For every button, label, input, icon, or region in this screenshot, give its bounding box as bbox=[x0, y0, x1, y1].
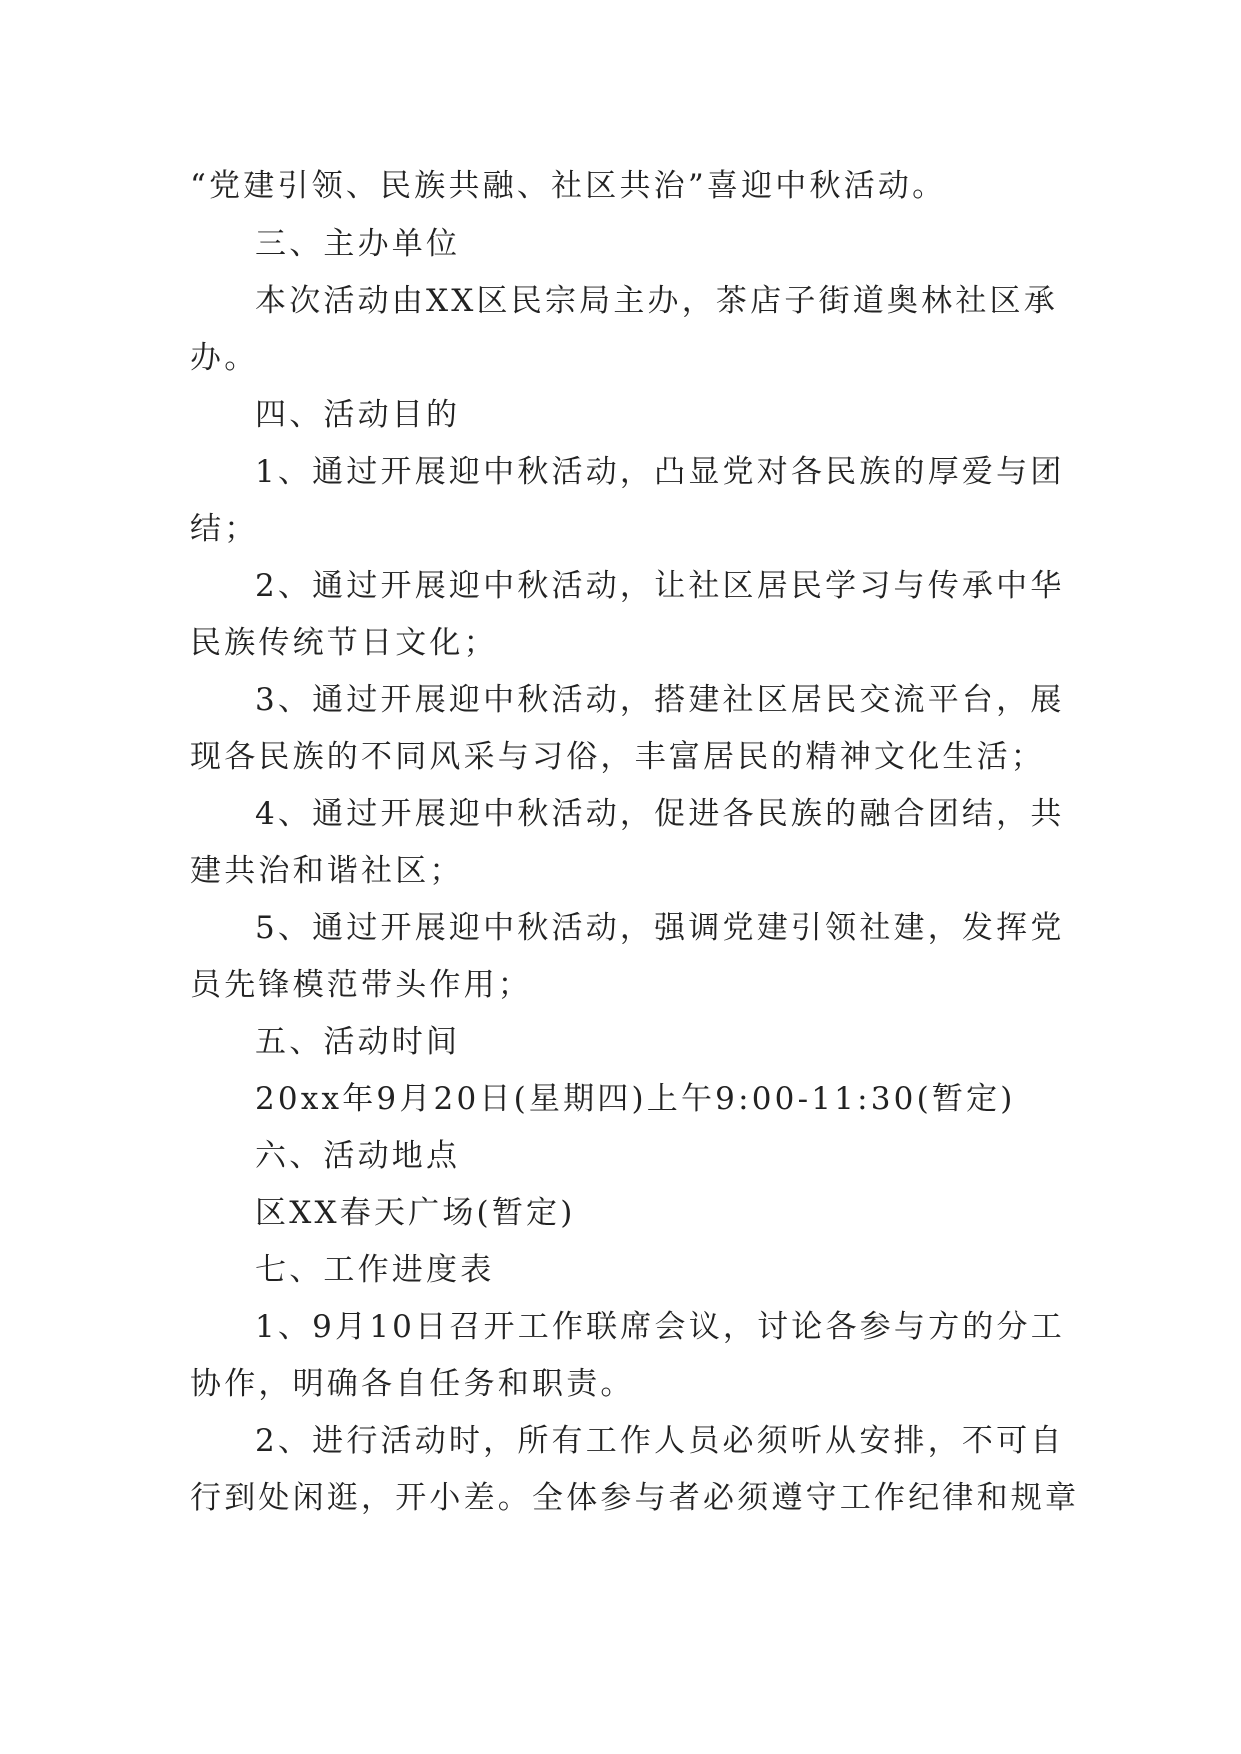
text-line-purpose-5-cont: 员先锋模范带头作用； bbox=[190, 967, 532, 1003]
text-line-organizer: 本次活动由XX区民宗局主办，茶店子街道奥林社区承 bbox=[255, 283, 1058, 319]
text-line-organizer-cont: 办。 bbox=[190, 340, 259, 376]
text-line-purpose-2: 2、通过开展迎中秋活动，让社区居民学习与传承中华 bbox=[255, 568, 1065, 604]
section-heading-organizer: 三、主办单位 bbox=[255, 226, 461, 262]
text-line-purpose-1-cont: 结； bbox=[190, 511, 259, 547]
text-line-time: 20xx年9月20日(星期四)上午9:00-11:30(暂定) bbox=[255, 1081, 1016, 1117]
text-line-purpose-2-cont: 民族传统节日文化； bbox=[190, 625, 498, 661]
text-line-schedule-2: 2、进行活动时，所有工作人员必须听从安排，不可自 bbox=[255, 1423, 1065, 1459]
text-line-purpose-4-cont: 建共治和谐社区； bbox=[190, 853, 464, 889]
text-line-purpose-3-cont: 现各民族的不同风采与习俗，丰富居民的精神文化生活； bbox=[190, 739, 1045, 775]
section-heading-schedule: 七、工作进度表 bbox=[255, 1252, 495, 1288]
text-line-purpose-5: 5、通过开展迎中秋活动，强调党建引领社建，发挥党 bbox=[255, 910, 1065, 946]
text-line-activity-title: “党建引领、民族共融、社区共治”喜迎中秋活动。 bbox=[190, 168, 947, 204]
section-heading-time: 五、活动时间 bbox=[255, 1024, 461, 1060]
section-heading-purpose: 四、活动目的 bbox=[255, 397, 461, 433]
text-line-schedule-1: 1、9月10日召开工作联席会议，讨论各参与方的分工 bbox=[255, 1309, 1065, 1345]
section-heading-location: 六、活动地点 bbox=[255, 1138, 461, 1174]
text-line-schedule-2-cont: 行到处闲逛，开小差。全体参与者必须遵守工作纪律和规章 bbox=[190, 1480, 1080, 1516]
text-line-purpose-1: 1、通过开展迎中秋活动，凸显党对各民族的厚爱与团 bbox=[255, 454, 1065, 490]
text-line-schedule-1-cont: 协作，明确各自任务和职责。 bbox=[190, 1366, 635, 1402]
text-line-purpose-3: 3、通过开展迎中秋活动，搭建社区居民交流平台，展 bbox=[255, 682, 1065, 718]
text-line-purpose-4: 4、通过开展迎中秋活动，促进各民族的融合团结，共 bbox=[255, 796, 1065, 832]
text-line-location: 区XX春天广场(暂定) bbox=[255, 1195, 576, 1231]
